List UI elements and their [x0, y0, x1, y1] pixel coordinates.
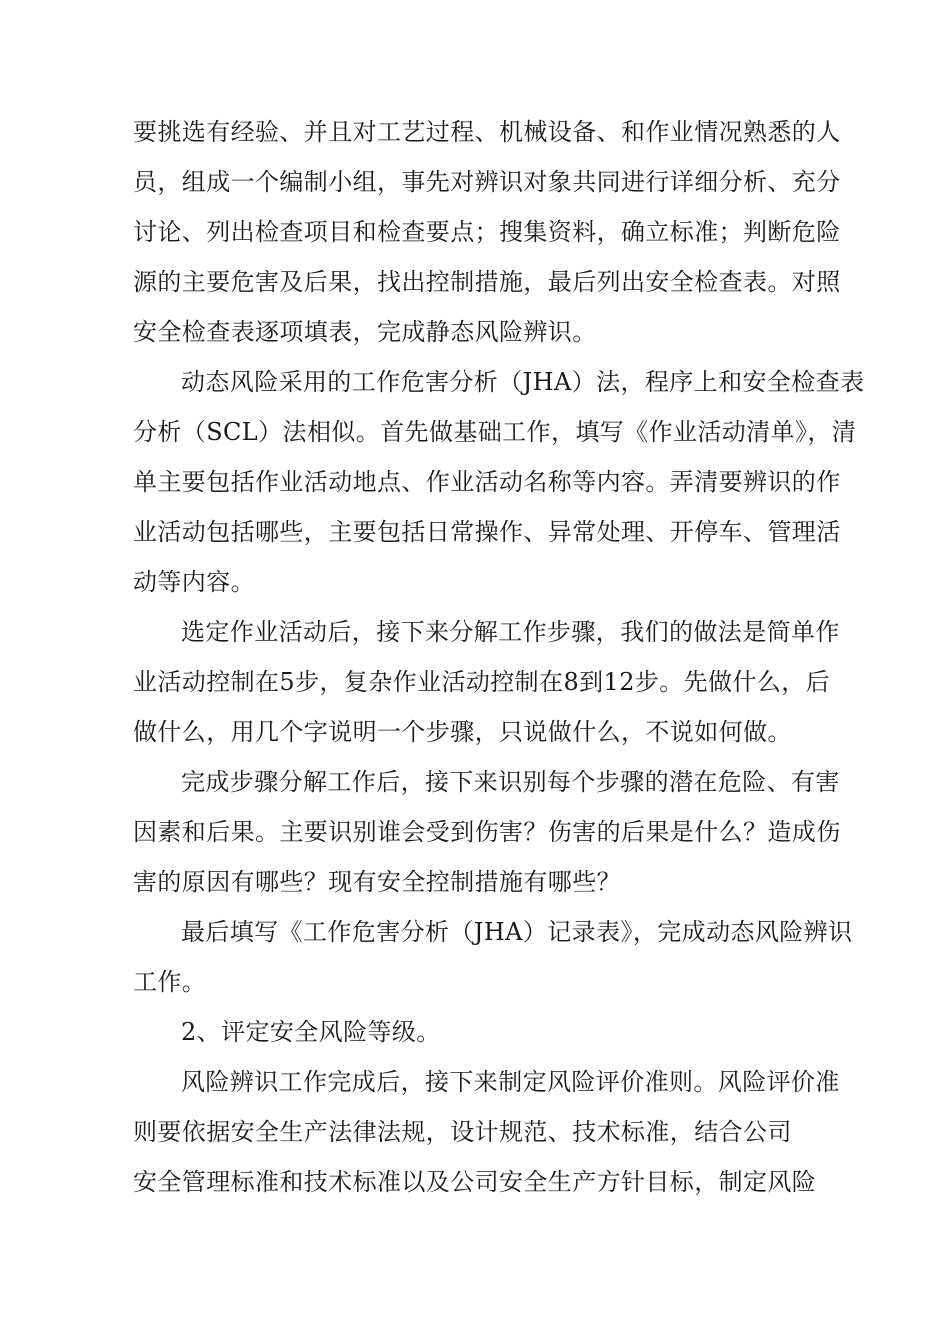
paragraph-start-line: 选定作业活动后，接下来分解工作步骤，我们的做法是简单作 — [181, 618, 840, 646]
text-line: 安全检查表逐项填表，完成静态风险辨识。 — [133, 318, 597, 346]
text-line: 业活动控制在5步，复杂作业活动控制在8到12步。先做什么，后 — [133, 668, 831, 696]
text-line: 动等内容。 — [133, 568, 255, 596]
text-line: 则要依据安全生产法律法规，设计规范、技术标准，结合公司 — [133, 1118, 792, 1146]
text-line: 工作。 — [133, 968, 207, 996]
text-line: 源的主要危害及后果，找出控制措施，最后列出安全检查表。对照 — [133, 268, 841, 296]
text-line: 业活动包括哪些，主要包括日常操作、异常处理、开停车、管理活 — [133, 518, 841, 546]
text-line: 害的原因有哪些？现有安全控制措施有哪些？ — [133, 868, 621, 896]
text-line: 单主要包括作业活动地点、作业活动名称等内容。弄清要辨识的作 — [133, 468, 841, 496]
text-line: 安全管理标准和技术标准以及公司安全生产方针目标，制定风险 — [133, 1168, 817, 1196]
text-line: 要挑选有经验、并且对工艺过程、机械设备、和作业情况熟悉的人 — [133, 118, 841, 146]
paragraph-start-line: 动态风险采用的工作危害分析（JHA）法，程序上和安全检查表 — [181, 368, 865, 396]
paragraph-start-line: 风险辨识工作完成后，接下来制定风险评价准则。风险评价准 — [181, 1068, 840, 1096]
text-line: 讨论、列出检查项目和检查要点；搜集资料，确立标准；判断危险 — [133, 218, 841, 246]
section-heading: 2、评定安全风险等级。 — [181, 1018, 441, 1046]
text-line: 分析（SCL）法相似。首先做基础工作，填写《作业活动清单》，清 — [133, 418, 857, 446]
text-line: 做什么，用几个字说明一个步骤，只说做什么，不说如何做。 — [133, 718, 792, 746]
paragraph-start-line: 完成步骤分解工作后，接下来识别每个步骤的潜在危险、有害 — [181, 768, 840, 796]
text-line: 因素和后果。主要识别谁会受到伤害？伤害的后果是什么？造成伤 — [133, 818, 841, 846]
text-line: 员，组成一个编制小组，事先对辨识对象共同进行详细分析、充分 — [133, 168, 841, 196]
paragraph-start-line: 最后填写《工作危害分析（JHA）记录表》，完成动态风险辨识 — [181, 918, 853, 946]
